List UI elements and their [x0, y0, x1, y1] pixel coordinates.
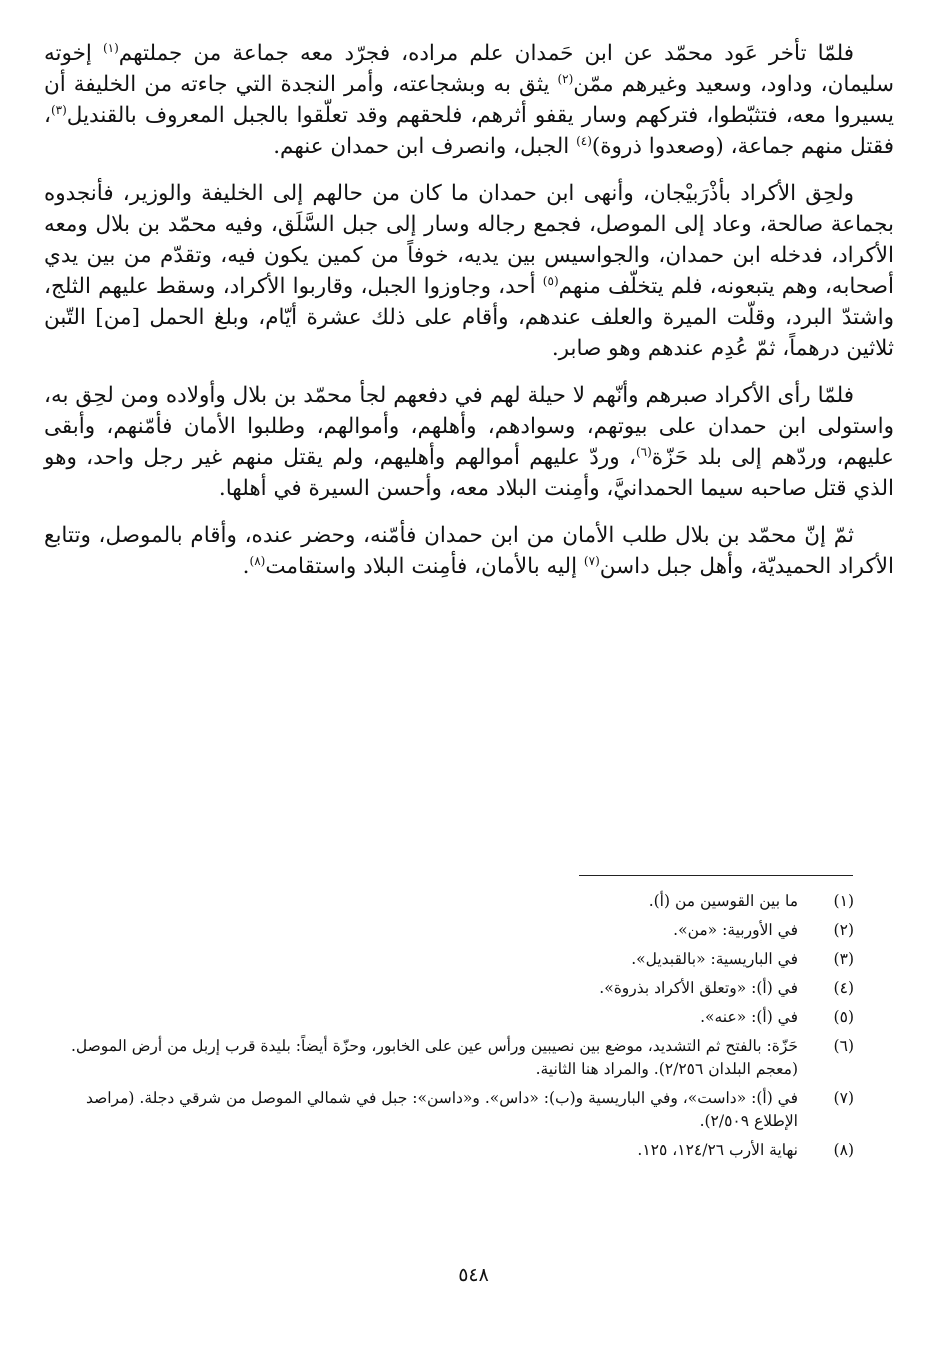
footnote-number: (١) [833, 892, 854, 910]
paragraph [44, 380, 894, 504]
footnote-marker: (٥) [542, 273, 559, 288]
page-number: ٥٤٨ [458, 1264, 489, 1286]
footnote-number: (٧) [833, 1089, 854, 1107]
text-run: فلمّا تأخر عَود محمّد عن ابن حَمدان علم مراده، فجرّد معه جماعة من جملتهم [118, 41, 855, 66]
footnote [44, 1035, 854, 1081]
footnote [44, 1139, 854, 1162]
footnote-marker: (٦) [635, 444, 652, 459]
footnote [44, 1087, 854, 1133]
footnote-marker: (٣) [50, 102, 67, 117]
footnote-number: (٨) [833, 1141, 854, 1159]
footnote-separator [579, 875, 853, 876]
footnote-text: في (أ): «داست»، وفي الباريسية و(ب): «داس». و«داسن»: جبل في شمالي الموصل من شرقي دجلة. (مراصد الإطلاع ٢/٥٠٩). [85, 1089, 798, 1130]
footnote-text: في (أ): «عنه». [700, 1008, 798, 1026]
text-run: ولحِق الأكراد بأذْرَبيْجان، وأنهى ابن حمدان ما كان من حالهم إلى الخليفة والوزير، فأنجدوه بجماعة صالحة، وعاد إلى الموصل، فجمع رجاله وسار إلى جبل السَّلَق، وفيه محمّد بن بلال ومعه الأكراد، فدخله ابن حمدان، والجواسيس بين يديه، خوفاً من كمين يكون فيه، وتقدّم من بين يدي أصحابه، وهم يتبعونه، فلم يتخلّف منهم [44, 181, 894, 299]
footnote [44, 948, 854, 971]
footnote-marker: (١) [102, 40, 119, 55]
footnote-text: حَزّة: بالفتح ثم التشديد، موضع بين نصيبين ورأس عين على الخابور، وحزّة أيضاً: بليدة قرب إربل من أرض الموصل. (معجم البلدان ٢/٢٥٦). والمراد هنا الثانية. [70, 1037, 798, 1078]
footnote [44, 890, 854, 913]
footnote [44, 977, 854, 1000]
paragraph [44, 178, 894, 364]
text-run: فلمّا رأى الأكراد صبرهم وأنّهم لا حيلة لهم في دفعهم لجأ محمّد بن بلال وأولاده ومن لحِق به، واستولى ابن حمدان على بيوتهم، وسوادهم، وأهلهم، وأموالهم، وطلبوا الأمان فأمّنهم، وأبقى عليهم، وردّهم إلى بلد حَزّة [44, 383, 894, 470]
text-run: إخوته سليمان، وداود، وسعيد وغيرهم ممّن [44, 41, 894, 97]
footnotes [44, 890, 854, 1168]
paragraph [44, 520, 894, 582]
footnote-marker: (٢) [557, 71, 574, 86]
footnote-text: ما بين القوسين من (أ). [648, 892, 798, 910]
footnote-text: في (أ): «وتعلق الأكراد بذروة». [599, 979, 798, 997]
paragraph [44, 38, 894, 162]
text-run: ، فقتل منهم جماعة، (وصعدوا ذروة) [44, 103, 894, 159]
text-run: ، وردّ عليهم أموالهم وأهليهم، ولم يقتل منهم غير رجل واحد، وهو الذي قتل صاحبه سيما الحمدانيَّ، وأمِنت البلاد معه، وأحسن السيرة في أهلها. [44, 445, 894, 501]
text-run: . [242, 554, 250, 579]
footnote [44, 1006, 854, 1029]
footnote-text: نهاية الأرب ١٢٤/٢٦، ١٢٥. [637, 1141, 798, 1159]
footnote-number: (٣) [833, 950, 854, 968]
main-text [44, 38, 894, 582]
text-run: أحد، وجاوزوا الجبل، وقاربوا الأكراد، وسقط عليهم الثلج، واشتدّ البرد، وقلّت الميرة والعلف عندهم، وأقام على ذلك عشرة أيّام، وبلغ الحمل [من] التّبن ثلاثين درهماً، ثمّ عُدِم عندهم وهو صابر. [44, 274, 894, 361]
footnote-marker: (٧) [583, 553, 600, 568]
page-body [44, 38, 894, 598]
footnote-number: (٢) [833, 921, 854, 939]
footnote-number: (٤) [833, 979, 854, 997]
text-run: ثمّ إنّ محمّد بن بلال طلب الأمان من ابن حمدان فأمّنه، وحضر عنده، وأقام بالموصل، وتتابع الأكراد الحميديّة، وأهل جبل داسن [44, 523, 894, 579]
footnote-marker: (٤) [576, 133, 592, 148]
text-run: يثق به وبشجاعته، وأمر النجدة التي جاءته من الخليفة أن يسيروا معه، فتثبّطوا، فتركهم وسار يقفو أثرهم، فلحقهم وقد تعلّقوا بالجبل المعروف بالقنديل [44, 72, 894, 128]
footnote-marker: (٨) [249, 553, 266, 568]
footnote-number: (٦) [833, 1037, 854, 1055]
footnote-text: في الأوربية: «من». [673, 921, 798, 939]
footnote-number: (٥) [833, 1008, 854, 1026]
text-run: إليه بالأمان، فأمِنت البلاد واستقامت [265, 554, 584, 579]
footnote [44, 919, 854, 942]
text-run: الجبل، وانصرف ابن حمدان عنهم. [273, 134, 577, 159]
footnote-text: في الباريسية: «بالقبديل». [631, 950, 798, 968]
